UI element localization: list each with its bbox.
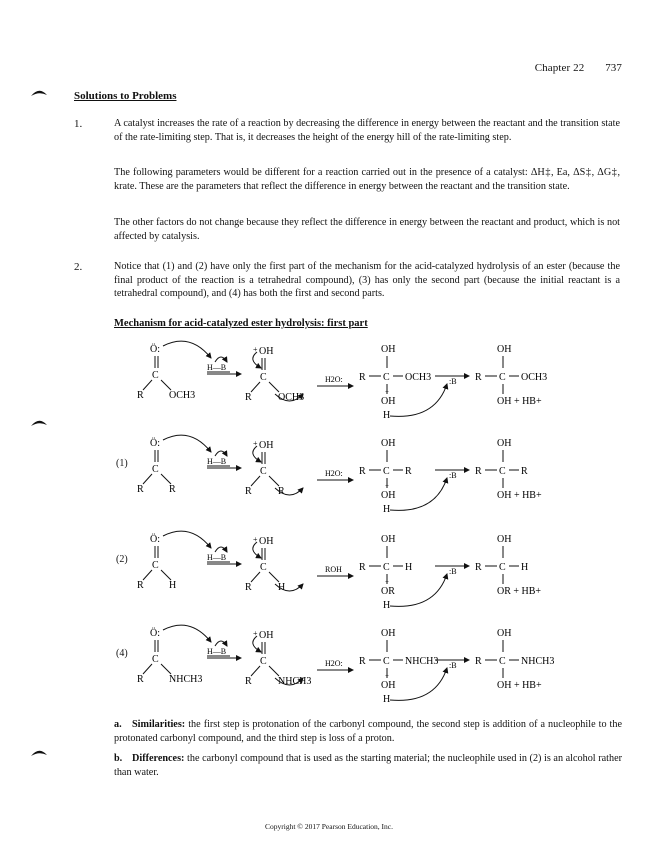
- plus-charge: +: [253, 629, 258, 638]
- plus-charge: +: [385, 388, 389, 396]
- note-differences: [114, 752, 622, 779]
- carbon-atom: C: [152, 464, 159, 475]
- protonated-oxygen: OH: [259, 440, 274, 451]
- nucleophile-group: OH: [381, 396, 396, 407]
- nucleophile: H2O:: [325, 659, 343, 668]
- section-title: Solutions to Problems: [74, 90, 177, 102]
- bond: [143, 474, 152, 484]
- r-group: R: [475, 466, 482, 477]
- nucleophile: ROH: [325, 565, 342, 574]
- mechanism-row-label: (4): [116, 648, 128, 659]
- mechanism-row: [135, 622, 615, 712]
- mechanism-row: [135, 338, 615, 428]
- punch-mark: [30, 748, 48, 758]
- punch-mark: [30, 418, 48, 428]
- acid-catalyst: H—B: [207, 553, 227, 562]
- curved-arrow: [215, 641, 227, 646]
- hydrogen: H: [383, 504, 391, 515]
- carbon-atom: C: [499, 372, 506, 383]
- carbon-atom: C: [152, 654, 159, 665]
- nucleophile-group: OH: [381, 680, 396, 691]
- protonated-oxygen: OH: [259, 630, 274, 641]
- nucleophile-group: OH: [381, 490, 396, 501]
- carbon-atom: C: [499, 562, 506, 573]
- punch-mark: [30, 88, 48, 98]
- base: :B: [449, 567, 457, 576]
- substituent: NHCH3: [521, 656, 555, 667]
- r-group: R: [245, 582, 252, 593]
- problem-number: 1.: [74, 118, 83, 130]
- r-group: R: [475, 372, 482, 383]
- note-similarities: [114, 718, 622, 745]
- curved-arrow: [215, 357, 227, 362]
- carbon-atom: C: [383, 656, 390, 667]
- carbon-atom: C: [260, 372, 267, 383]
- mechanism-row: [135, 528, 615, 618]
- bond: [269, 476, 279, 486]
- problem1-paragraph-2: The following parameters would be different for a reaction carried out in the presence of a catalyst: ΔH‡, Ea, ΔS‡, ΔG‡, krate. These are the parameters that reflect the difference in energy between the reactant and the transition state.: [114, 167, 620, 192]
- substituent: R: [521, 466, 528, 477]
- bond: [251, 382, 260, 392]
- copyright-footer: Copyright © 2017 Pearson Education, Inc.: [265, 822, 393, 831]
- r-group: R: [359, 466, 366, 477]
- problem1-paragraph-1: A catalyst increases the rate of a reaction by decreasing the difference in energy between the reactant and the transition state of the rate-limiting step. That is, it decreases the height of the energy hill of the rate-limiting step.: [114, 118, 620, 143]
- substituent: H: [169, 580, 177, 591]
- base: :B: [449, 661, 457, 670]
- bond: [143, 664, 152, 674]
- product-group: OH + HB+: [497, 396, 542, 407]
- carbonyl-oxygen: Ö:: [150, 534, 160, 545]
- protonated-oxygen: OH: [259, 536, 274, 547]
- bond: [161, 570, 171, 580]
- carbon-atom: C: [499, 656, 506, 667]
- bond: [161, 380, 171, 390]
- bond: [251, 666, 260, 676]
- r-group: R: [359, 656, 366, 667]
- substituent: NHCH3: [278, 676, 312, 687]
- r-group: R: [137, 674, 144, 685]
- plus-charge: +: [385, 672, 389, 680]
- hydroxyl: OH: [381, 438, 396, 449]
- curved-arrow: [163, 531, 211, 548]
- curved-arrow: [163, 341, 211, 358]
- acid-catalyst: H—B: [207, 363, 227, 372]
- chapter-label: Chapter 22: [534, 62, 585, 74]
- r-group: R: [359, 562, 366, 573]
- base: :B: [449, 377, 457, 386]
- hydroxyl: OH: [381, 628, 396, 639]
- r-group: R: [245, 486, 252, 497]
- acid-catalyst: H—B: [207, 457, 227, 466]
- carbonyl-oxygen: Ö:: [150, 438, 160, 449]
- protonated-oxygen: OH: [259, 346, 274, 357]
- mechanism-title: Mechanism for acid-catalyzed ester hydrolysis: first part: [114, 318, 368, 329]
- hydroxyl: OH: [497, 534, 512, 545]
- substituent: OCH3: [278, 392, 305, 403]
- hydroxyl: OH: [497, 438, 512, 449]
- carbon-atom: C: [152, 560, 159, 571]
- substituent: OCH3: [521, 372, 548, 383]
- r-group: R: [137, 580, 144, 591]
- curved-arrow: [215, 547, 227, 552]
- carbon-atom: C: [383, 466, 390, 477]
- bond: [143, 380, 152, 390]
- substituent: R: [169, 484, 176, 495]
- page-number: 737: [605, 62, 622, 74]
- hydrogen: H: [383, 410, 391, 421]
- carbon-atom: C: [260, 562, 267, 573]
- carbon-atom: C: [152, 370, 159, 381]
- substituent: OCH3: [405, 372, 432, 383]
- plus-charge: +: [385, 482, 389, 490]
- substituent: NHCH3: [405, 656, 439, 667]
- problem-number: 2.: [74, 261, 83, 273]
- nucleophile-group: OR: [381, 586, 395, 597]
- substituent: H: [521, 562, 529, 573]
- mechanism-row: [135, 432, 615, 522]
- plus-charge: +: [253, 345, 258, 354]
- curved-arrow: [215, 451, 227, 456]
- nucleophile: H2O:: [325, 469, 343, 478]
- base: :B: [449, 471, 457, 480]
- curved-arrow: [390, 574, 447, 606]
- substituent: H: [278, 582, 286, 593]
- substituent: OCH3: [169, 390, 196, 401]
- carbonyl-oxygen: Ö:: [150, 344, 160, 355]
- product-group: OR + HB+: [497, 586, 542, 597]
- r-group: R: [475, 562, 482, 573]
- hydroxyl: OH: [381, 534, 396, 545]
- bond: [269, 666, 279, 676]
- bond: [143, 570, 152, 580]
- r-group: R: [475, 656, 482, 667]
- note-text: the first step is protonation of the carbonyl compound, the second step is addition of a nucleophile to the protonated carbonyl compound, and the third step is loss of a proton.: [114, 719, 622, 744]
- note-text: the carbonyl compound that is used as the starting material; the nucleophile used in (2) is an alcohol rather than water.: [114, 753, 622, 778]
- curved-arrow: [390, 384, 447, 416]
- product-group: OH + HB+: [497, 490, 542, 501]
- bond: [269, 572, 279, 582]
- problem2-paragraph-1: Notice that (1) and (2) have only the first part of the mechanism for the acid-catalyzed hydrolysis of an ester (because the final product of the reaction is a tetrahedral compound), (3) has only the second part (because the initial reactant is a tetrahedral compound), and (4) has both the first and second parts.: [114, 261, 620, 300]
- hydroxyl: OH: [497, 628, 512, 639]
- carbon-atom: C: [260, 466, 267, 477]
- running-header: [517, 62, 622, 74]
- hydrogen: H: [383, 694, 391, 705]
- substituent: NHCH3: [169, 674, 203, 685]
- bond: [161, 474, 171, 484]
- hydrogen: H: [383, 600, 391, 611]
- substituent: R: [405, 466, 412, 477]
- r-group: R: [137, 390, 144, 401]
- nucleophile: H2O:: [325, 375, 343, 384]
- product-group: OH + HB+: [497, 680, 542, 691]
- plus-charge: +: [253, 439, 258, 448]
- carbonyl-oxygen: Ö:: [150, 628, 160, 639]
- carbon-atom: C: [260, 656, 267, 667]
- hydroxyl: OH: [497, 344, 512, 355]
- plus-charge: +: [253, 535, 258, 544]
- carbon-atom: C: [499, 466, 506, 477]
- plus-charge: +: [385, 578, 389, 586]
- carbon-atom: C: [383, 562, 390, 573]
- note-label: a.: [114, 719, 122, 730]
- substituent: R: [278, 486, 285, 497]
- hydroxyl: OH: [381, 344, 396, 355]
- problem1-paragraph-3: The other factors do not change because they reflect the difference in energy between the reactant and product, which is not affected by catalysis.: [114, 217, 620, 242]
- note-title: Similarities:: [132, 719, 186, 730]
- note-title: Differences:: [132, 753, 185, 764]
- curved-arrow: [390, 478, 447, 510]
- acid-catalyst: H—B: [207, 647, 227, 656]
- r-group: R: [137, 484, 144, 495]
- curved-arrow: [163, 435, 211, 452]
- bond: [269, 382, 279, 392]
- mechanism-row-label: (2): [116, 554, 128, 565]
- r-group: R: [245, 392, 252, 403]
- r-group: R: [359, 372, 366, 383]
- bond: [251, 572, 260, 582]
- carbon-atom: C: [383, 372, 390, 383]
- bond: [161, 664, 171, 674]
- bond: [251, 476, 260, 486]
- curved-arrow: [390, 668, 447, 700]
- substituent: H: [405, 562, 413, 573]
- r-group: R: [245, 676, 252, 687]
- curved-arrow: [163, 625, 211, 642]
- mechanism-row-label: (1): [116, 458, 128, 469]
- note-label: b.: [114, 753, 123, 764]
